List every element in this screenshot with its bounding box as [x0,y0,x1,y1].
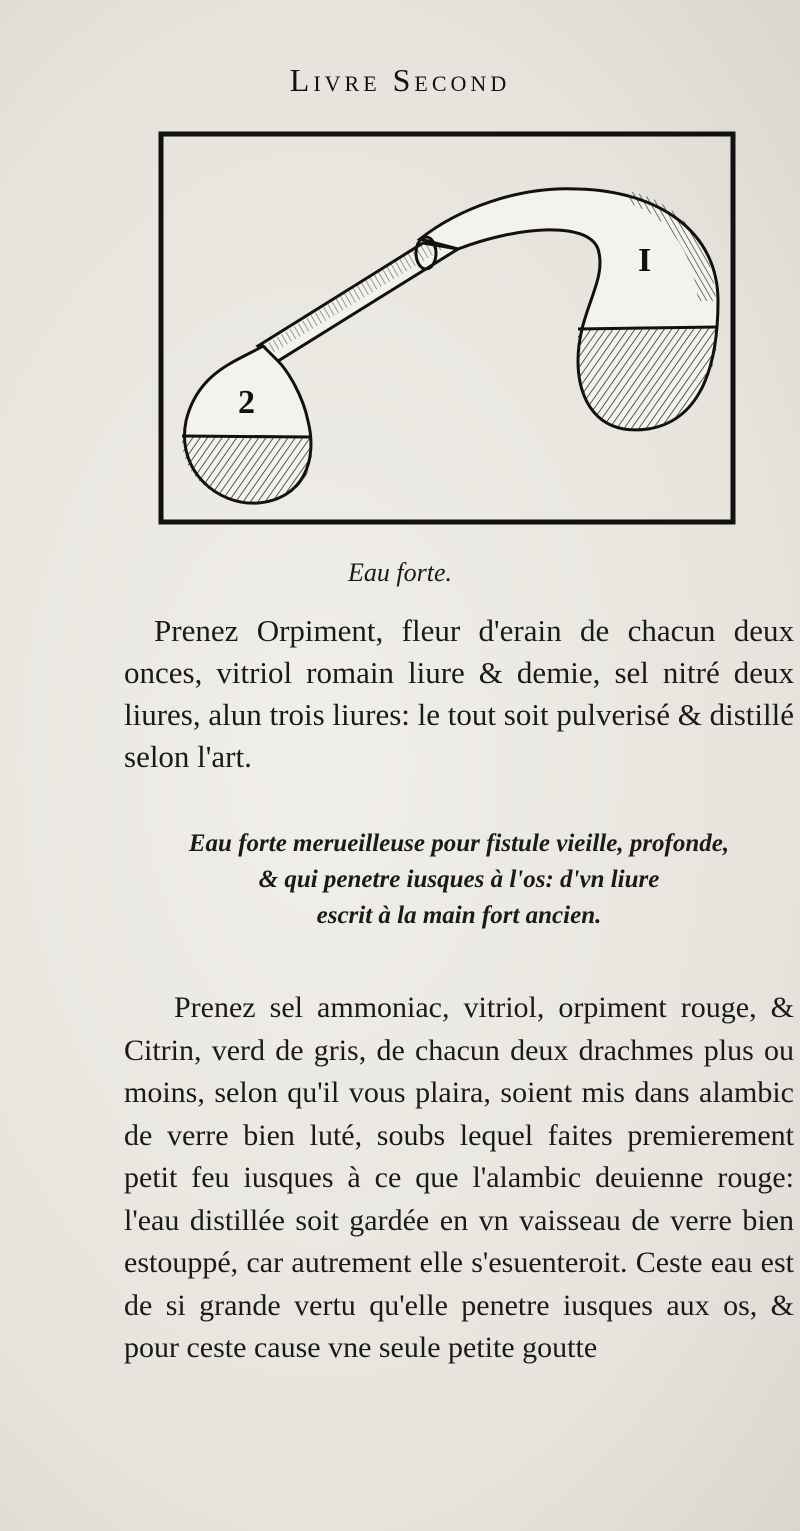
vessel-label-2: 2 [238,384,255,421]
section-title-eau-forte: Eau forte. [348,558,452,587]
distillation-woodcut [158,131,736,525]
vessel-label-1: I [638,242,652,279]
title-line: & qui penetre iusques à l'os: d'vn liure [258,866,660,893]
running-header: Livre Second [289,62,511,98]
title-line: Eau forte merueilleuse pour fistule vieille, profonde, [188,830,730,857]
title-line: escrit à la main fort ancien. [316,902,602,929]
recipe-paragraph-1: Prenez Orpiment, fleur d'erain de chacun deux onces, vitriol romain liure & demie, sel nitré deux liures, alun trois liures: le tout soit pulverisé & distillé selon l'art. [124,613,794,774]
section-title-fistule [124,826,794,934]
recipe-paragraph-2: Prenez sel ammoniac, vitriol, orpiment rouge, & Citrin, verd de gris, de chacun deux drachmes plus ou moins, selon qu'il vous plaira, soient mis dans alambic de verre bien luté, soubs lequel faites premierement petit feu iusques à ce que l'alambic deuienne rouge: l'eau distillée soit gardée en vn vaisseau de verre bien estouppé, car autrement elle s'esuenteroit. Ceste eau est de si grande vertu qu'elle penetre iusques aux os, & pour ceste cause vne seule petite goutte [124,991,794,1364]
